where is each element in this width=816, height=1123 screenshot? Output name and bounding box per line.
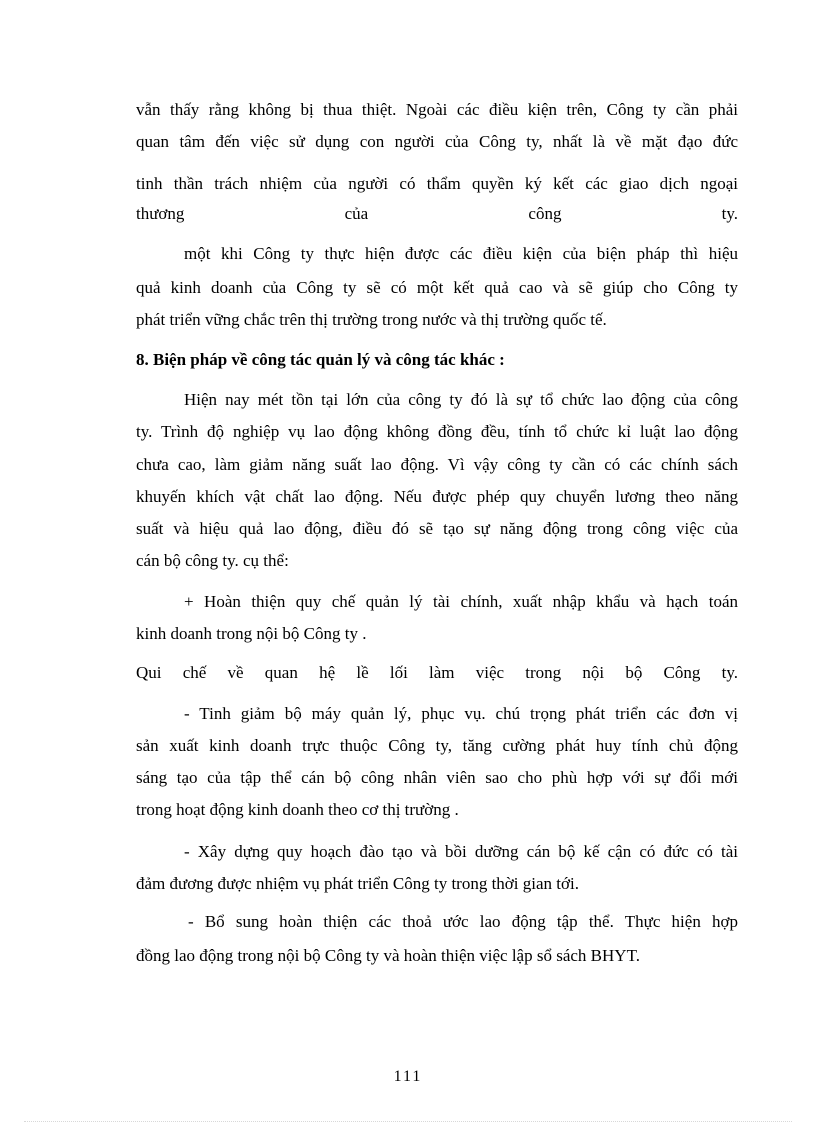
list-item-line: + Hoàn thiện quy chế quản lý tài chính, xuất nhập khẩu và hạch toán [184, 592, 738, 611]
list-item-line: - Bổ sung hoàn thiện các thoả ước lao động tập thể. Thực hiện hợp [188, 912, 738, 931]
list-item-line: trong hoạt động kinh doanh theo cơ thị trường . [136, 800, 459, 819]
list-item-line: - Xây dựng quy hoạch đào tạo và bồi dưỡng cán bộ kế cận có đức có tài [184, 842, 738, 861]
paragraph-line: quả kinh doanh của Công ty sẽ có một kết quả cao và sẽ giúp cho Công ty [136, 278, 738, 297]
list-item-line: đảm đương được nhiệm vụ phát triển Công ty trong thời gian tới. [136, 874, 579, 893]
paragraph-line: tinh thần trách nhiệm của người có thẩm quyền ký kết các giao dịch ngoại [136, 174, 738, 193]
paragraph-line: ty. Trình độ nghiệp vụ lao động không đồng đều, tính tổ chức kỉ luật lao động [136, 422, 738, 441]
paragraph-line: phát triển vững chắc trên thị trường trong nước và thị trường quốc tế. [136, 310, 607, 329]
paragraph-line: quan tâm đến việc sử dụng con người của Công ty, nhất là về mặt đạo đức [136, 132, 738, 151]
footer-divider [24, 1121, 792, 1122]
section-heading: 8. Biện pháp về công tác quản lý và công tác khác : [136, 350, 505, 369]
paragraph-line: cán bộ công ty. cụ thể: [136, 551, 289, 570]
paragraph-line: Hiện nay mét tồn tại lớn của công ty đó là sự tổ chức lao động của công [184, 390, 738, 409]
paragraph-line: thương của công ty. [136, 204, 738, 223]
page-number: 111 [393, 1068, 423, 1085]
list-item-line: - Tinh giảm bộ máy quản lý, phục vụ. chú trọng phát triển các đơn vị [184, 704, 738, 723]
paragraph-line: khuyến khích vật chất lao động. Nếu được phép quy chuyển lương theo năng [136, 487, 738, 506]
list-item-line: kinh doanh trong nội bộ Công ty . [136, 624, 367, 643]
paragraph-line: suất và hiệu quả lao động, điều đó sẽ tạo sự năng động trong công việc của [136, 519, 738, 538]
paragraph-line: Qui chế về quan hệ lề lối làm việc trong nội bộ Công ty. [136, 663, 738, 682]
list-item-line: sáng tạo của tập thể cán bộ công nhân viên sao cho phù hợp với sự đổi mới [136, 768, 738, 787]
list-item-line: đồng lao động trong nội bộ Công ty và hoàn thiện việc lập sổ sách BHYT. [136, 946, 640, 965]
paragraph-line: vẫn thấy rằng không bị thua thiệt. Ngoài các điều kiện trên, Công ty cần phải [136, 100, 738, 119]
list-item-line: sản xuất kinh doanh trực thuộc Công ty, tăng cường phát huy tính chủ động [136, 736, 738, 755]
paragraph-line: chưa cao, làm giảm năng suất lao động. Vì vậy công ty cần có các chính sách [136, 455, 738, 474]
paragraph-line: một khi Công ty thực hiện được các điều kiện của biện pháp thì hiệu [184, 244, 738, 263]
